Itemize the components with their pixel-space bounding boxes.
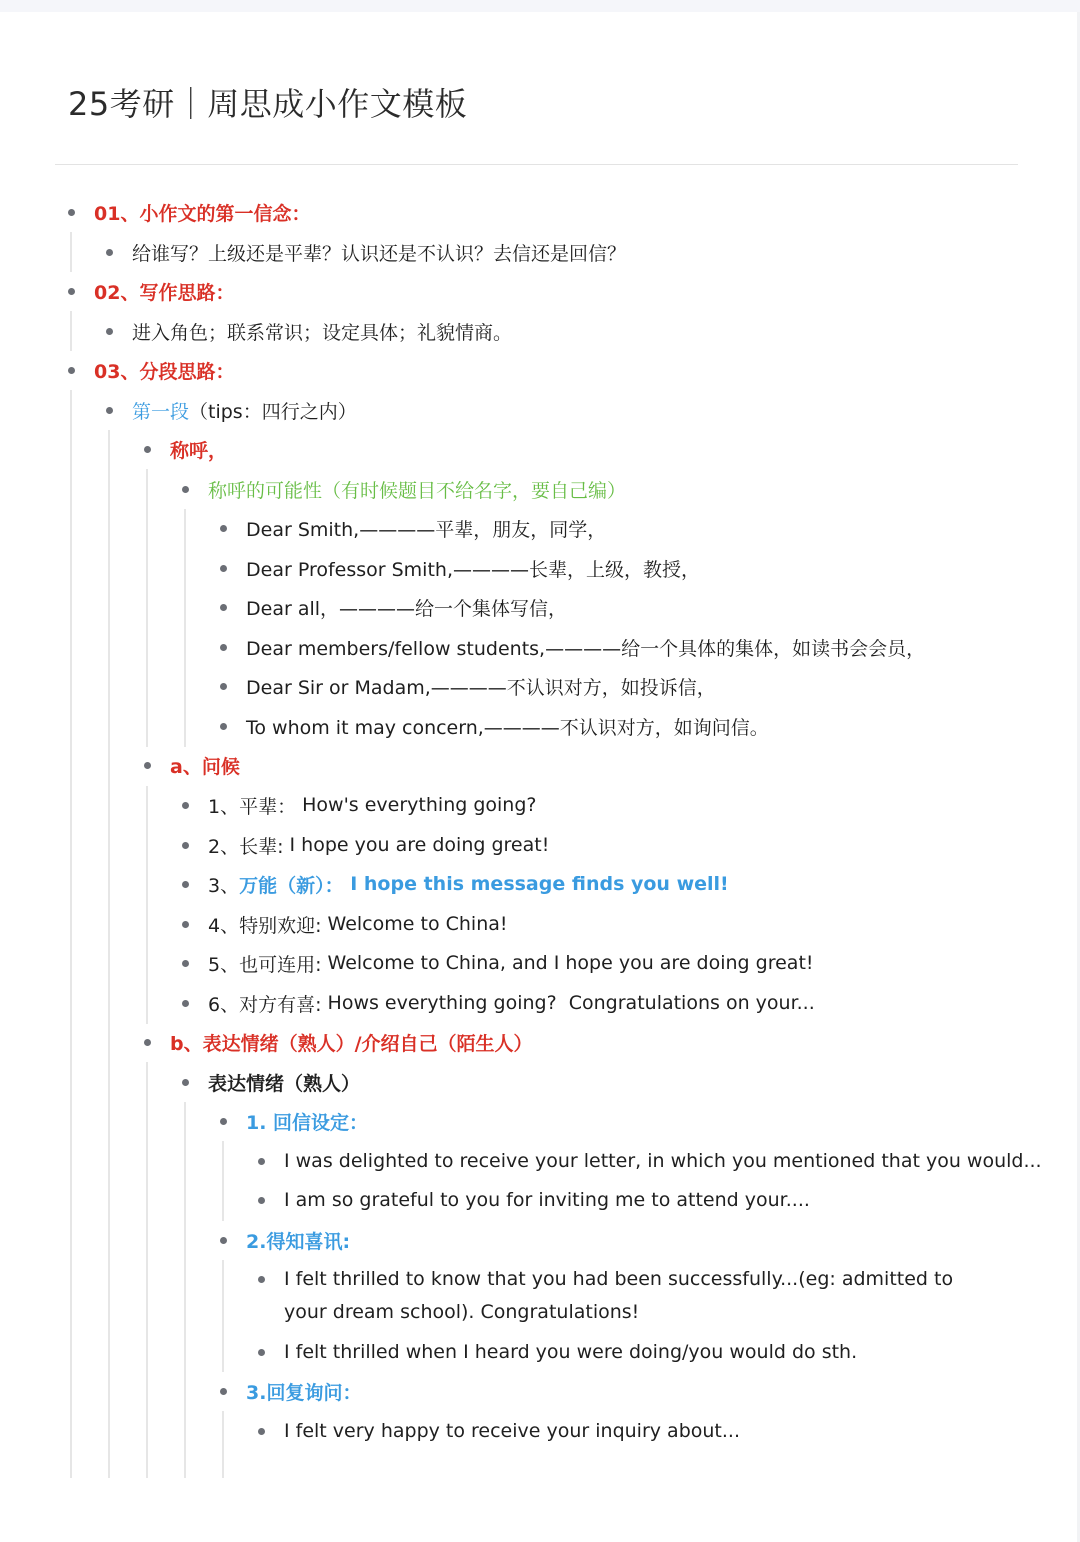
highlight-label: 万能（新）：: [239, 874, 344, 897]
highlight-text: I hope this message finds you well!: [343, 873, 729, 895]
bullet-icon: [144, 1039, 151, 1046]
guide-line-l4-emotion: [184, 1102, 186, 1478]
subsection-heading: a、问候: [170, 755, 240, 778]
item-prefix: 5、也可连用:: [208, 953, 322, 976]
bullet-icon: [182, 842, 189, 849]
greeting-item[interactable]: [182, 785, 537, 825]
group-label: 3.回复询问：: [246, 1381, 362, 1404]
emotion-item[interactable]: [258, 1141, 1042, 1181]
item-text: Dear Sir or Madam,————不认识对方，如投诉信，: [246, 676, 716, 699]
guide-line-l3-salutation: [146, 469, 148, 747]
bullet-icon: [220, 723, 227, 730]
bullet-icon: [220, 604, 227, 611]
item-text: I am so grateful to you for inviting me to attend your....: [284, 1189, 810, 1211]
item-prefix: 4、特别欢迎:: [208, 914, 322, 937]
bullet-icon: [182, 802, 189, 809]
item-text: Dear members/fellow students,————给一个具体的集体，如读书会会员，: [246, 637, 926, 660]
item-text: I felt thrilled when I heard you were doing/you would do sth.: [284, 1341, 858, 1363]
section-heading: 03、分段思路：: [94, 360, 235, 383]
item-text: 进入角色；联系常识；设定具体；礼貌情商。: [132, 321, 513, 344]
para-label: 第一段: [132, 400, 190, 423]
guide-line-l5-g3: [222, 1411, 224, 1478]
item-text: How's everything going?: [296, 794, 537, 816]
bullet-icon: [258, 1428, 265, 1435]
greeting-item[interactable]: [182, 825, 549, 865]
outline-item-salutation[interactable]: [144, 429, 227, 469]
item-text: Hows everything going? Congratulations on your...: [321, 992, 815, 1014]
bullet-icon: [182, 1079, 189, 1086]
item-text: I hope you are doing great!: [283, 834, 550, 856]
guide-line-l2: [108, 430, 110, 1478]
bullet-icon: [106, 407, 113, 414]
outline-item[interactable]: [106, 232, 626, 272]
item-prefix: 3、: [208, 874, 240, 897]
group-label: 2.得知喜讯:: [246, 1230, 351, 1253]
emotion-item[interactable]: [258, 1332, 857, 1372]
guide-line-l3-greeting: [146, 786, 148, 1024]
outline-item[interactable]: [106, 311, 512, 351]
item-prefix: 1、平辈：: [208, 795, 297, 818]
outline-item-s3[interactable]: [68, 350, 234, 390]
salutation-item[interactable]: [220, 627, 925, 667]
emotion-group-label[interactable]: [220, 1101, 368, 1141]
emotion-item[interactable]: [258, 1263, 978, 1329]
item-text: Dear all，————给一个集体写信，: [246, 597, 568, 620]
bullet-icon: [182, 921, 189, 928]
emotion-group-label[interactable]: [220, 1220, 350, 1260]
section-heading: 02、写作思路：: [94, 281, 235, 304]
guide-line-l1-s1: [70, 232, 72, 272]
bullet-icon: [182, 881, 189, 888]
bullet-icon: [220, 525, 227, 532]
greeting-item[interactable]: [182, 983, 815, 1023]
guide-line-l5-g1: [222, 1141, 224, 1221]
greeting-item[interactable]: [182, 864, 729, 904]
guide-line-l1-s3: [70, 390, 72, 1478]
guide-line-l5-g2: [222, 1260, 224, 1372]
item-text: I felt very happy to receive your inquiry about...: [284, 1420, 740, 1442]
bullet-icon: [182, 960, 189, 967]
title-divider: [55, 164, 1018, 165]
outline-item-para1[interactable]: [106, 390, 357, 430]
emotion-group-label[interactable]: [220, 1371, 361, 1411]
outline-item-greeting[interactable]: [144, 745, 240, 785]
emotion-item[interactable]: [258, 1411, 740, 1451]
item-text: Dear Smith,————平辈，朋友，同学，: [246, 518, 607, 541]
bullet-icon: [182, 1000, 189, 1007]
guide-line-l4-salutation: [184, 509, 186, 747]
guide-line-l1-s2: [70, 311, 72, 351]
item-text: I was delighted to receive your letter, in which you mentioned that you would...: [284, 1150, 1042, 1172]
item-text: I felt thrilled to know that you had been successfully...(eg: admitted to your dream school). Congratulations!: [284, 1268, 954, 1323]
item-prefix: 6、对方有喜:: [208, 993, 322, 1016]
guide-line-l3-emotion: [146, 1062, 148, 1478]
salutation-item[interactable]: [220, 587, 567, 627]
bullet-icon: [220, 565, 227, 572]
bullet-icon: [258, 1197, 265, 1204]
item-text: Dear Professor Smith,————长辈，上级，教授，: [246, 558, 700, 581]
top-bar: [0, 0, 1080, 12]
section-heading: 01、小作文的第一信念：: [94, 202, 311, 225]
possibility-note: 称呼的可能性（有时候题目不给名字，要自己编）: [208, 479, 627, 502]
bullet-icon: [144, 446, 151, 453]
bullet-icon: [220, 644, 227, 651]
salutation-item[interactable]: [220, 706, 769, 746]
bullet-icon: [258, 1349, 265, 1356]
item-prefix: 2、长辈:: [208, 835, 284, 858]
bullet-icon: [220, 1118, 227, 1125]
bullet-icon: [144, 762, 151, 769]
item-text: Welcome to China, and I hope you are doing great!: [321, 952, 814, 974]
bullet-icon: [106, 328, 113, 335]
salutation-item[interactable]: [220, 548, 700, 588]
bullet-icon: [68, 367, 75, 374]
outline-item-possibility[interactable]: [182, 469, 626, 509]
group-label: 1. 回信设定：: [246, 1111, 369, 1134]
bullet-icon: [68, 209, 75, 216]
bullet-icon: [258, 1276, 265, 1283]
emotion-item[interactable]: [258, 1180, 810, 1220]
salutation-item[interactable]: [220, 666, 716, 706]
outline-item-emotion[interactable]: [144, 1022, 533, 1062]
outline-item-emotion-sub[interactable]: [182, 1062, 360, 1102]
greeting-item[interactable]: [182, 904, 508, 944]
sub-heading: 表达情绪（熟人）: [208, 1072, 361, 1095]
page-title: 25考研｜周思成小作文模板: [68, 85, 468, 123]
para-tip: （tips：四行之内）: [189, 400, 357, 423]
item-text: Welcome to China!: [321, 913, 508, 935]
outline-item-s1[interactable]: [68, 192, 310, 232]
greeting-item[interactable]: [182, 943, 814, 983]
bullet-icon: [258, 1158, 265, 1165]
subsection-heading: b、表达情绪（熟人）/介绍自己（陌生人）: [170, 1032, 533, 1055]
subsection-heading: 称呼，: [170, 439, 228, 462]
bullet-icon: [220, 683, 227, 690]
outline-item-s2[interactable]: [68, 271, 234, 311]
bullet-icon: [106, 249, 113, 256]
bullet-icon: [68, 288, 75, 295]
item-text: 给谁写？上级还是平辈？认识还是不认识？去信还是回信？: [132, 242, 627, 265]
bullet-icon: [220, 1237, 227, 1244]
salutation-item[interactable]: [220, 508, 606, 548]
bullet-icon: [182, 486, 189, 493]
item-text: To whom it may concern,————不认识对方，如询问信。: [246, 716, 769, 739]
bullet-icon: [220, 1388, 227, 1395]
